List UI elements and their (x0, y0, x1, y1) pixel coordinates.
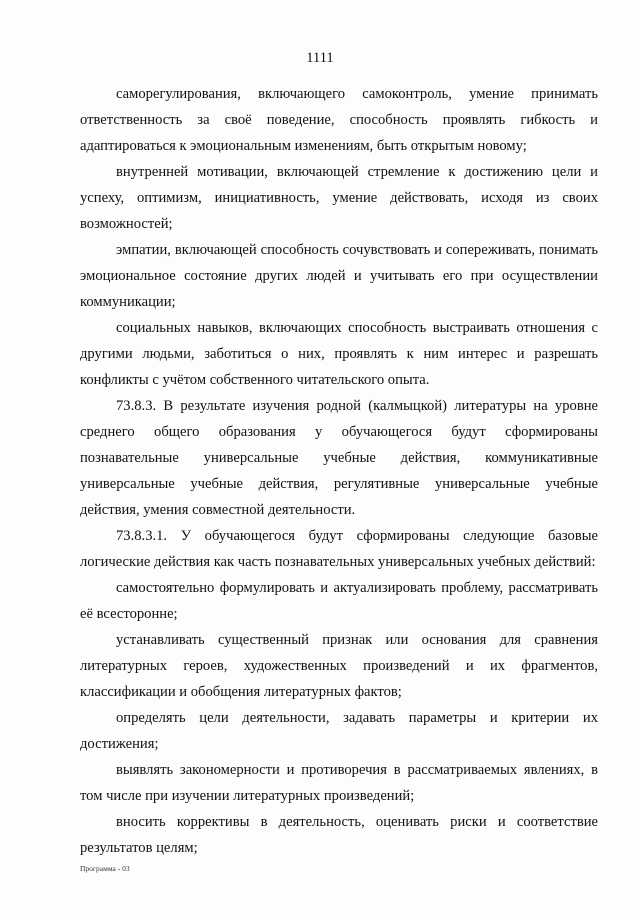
paragraph: 73.8.3.1. У обучающегося будут сформированы следующие базовые логические действия как часть познавательных универсальных учебных действий: (80, 528, 598, 570)
paragraph: социальных навыков, включающих способность выстраивать отношения с другими людьми, заботиться о них, проявлять к ним интерес и разрешать конфликты с учётом собственного читательского опыта. (80, 320, 598, 388)
paragraph: устанавливать существенный признак или основания для сравнения литературных героев, художественных произведений и их фрагментов, классификации и обобщения литературных фактов; (80, 632, 598, 700)
paragraph: определять цели деятельности, задавать параметры и критерии их достижения; (80, 710, 598, 752)
paragraph: выявлять закономерности и противоречия в рассматриваемых явлениях, в том числе при изучении литературных произведений; (80, 762, 598, 804)
paragraph: эмпатии, включающей способность сочувствовать и сопереживать, понимать эмоциональное состояние других людей и учитывать его при осуществлении коммуникации; (80, 242, 598, 310)
paragraph: самостоятельно формулировать и актуализировать проблему, рассматривать её всесторонне; (80, 580, 598, 622)
paragraph: внутренней мотивации, включающей стремление к достижению цели и успеху, оптимизм, инициативность, умение действовать, исходя из своих возможностей; (80, 164, 598, 232)
page-number: 1111 (306, 50, 334, 66)
paragraph: саморегулирования, включающего самоконтроль, умение принимать ответственность за своё поведение, способность проявлять гибкость и адаптироваться к эмоциональным изменениям, быть открытым новому; (80, 86, 598, 154)
body-text (80, 81, 598, 861)
paragraph: 73.8.3. В результате изучения родной (калмыцкой) литературы на уровне среднего общего образования у обучающегося будут сформированы познавательные универсальные учебные действия, коммуникативные универсальные учебные действия, регулятивные универсальные учебные действия, умения совместной деятельности. (80, 398, 598, 518)
paragraph: вносить коррективы в деятельность, оценивать риски и соответствие результатов целям; (80, 814, 598, 856)
page-footer: Программа - 03 (80, 864, 130, 873)
